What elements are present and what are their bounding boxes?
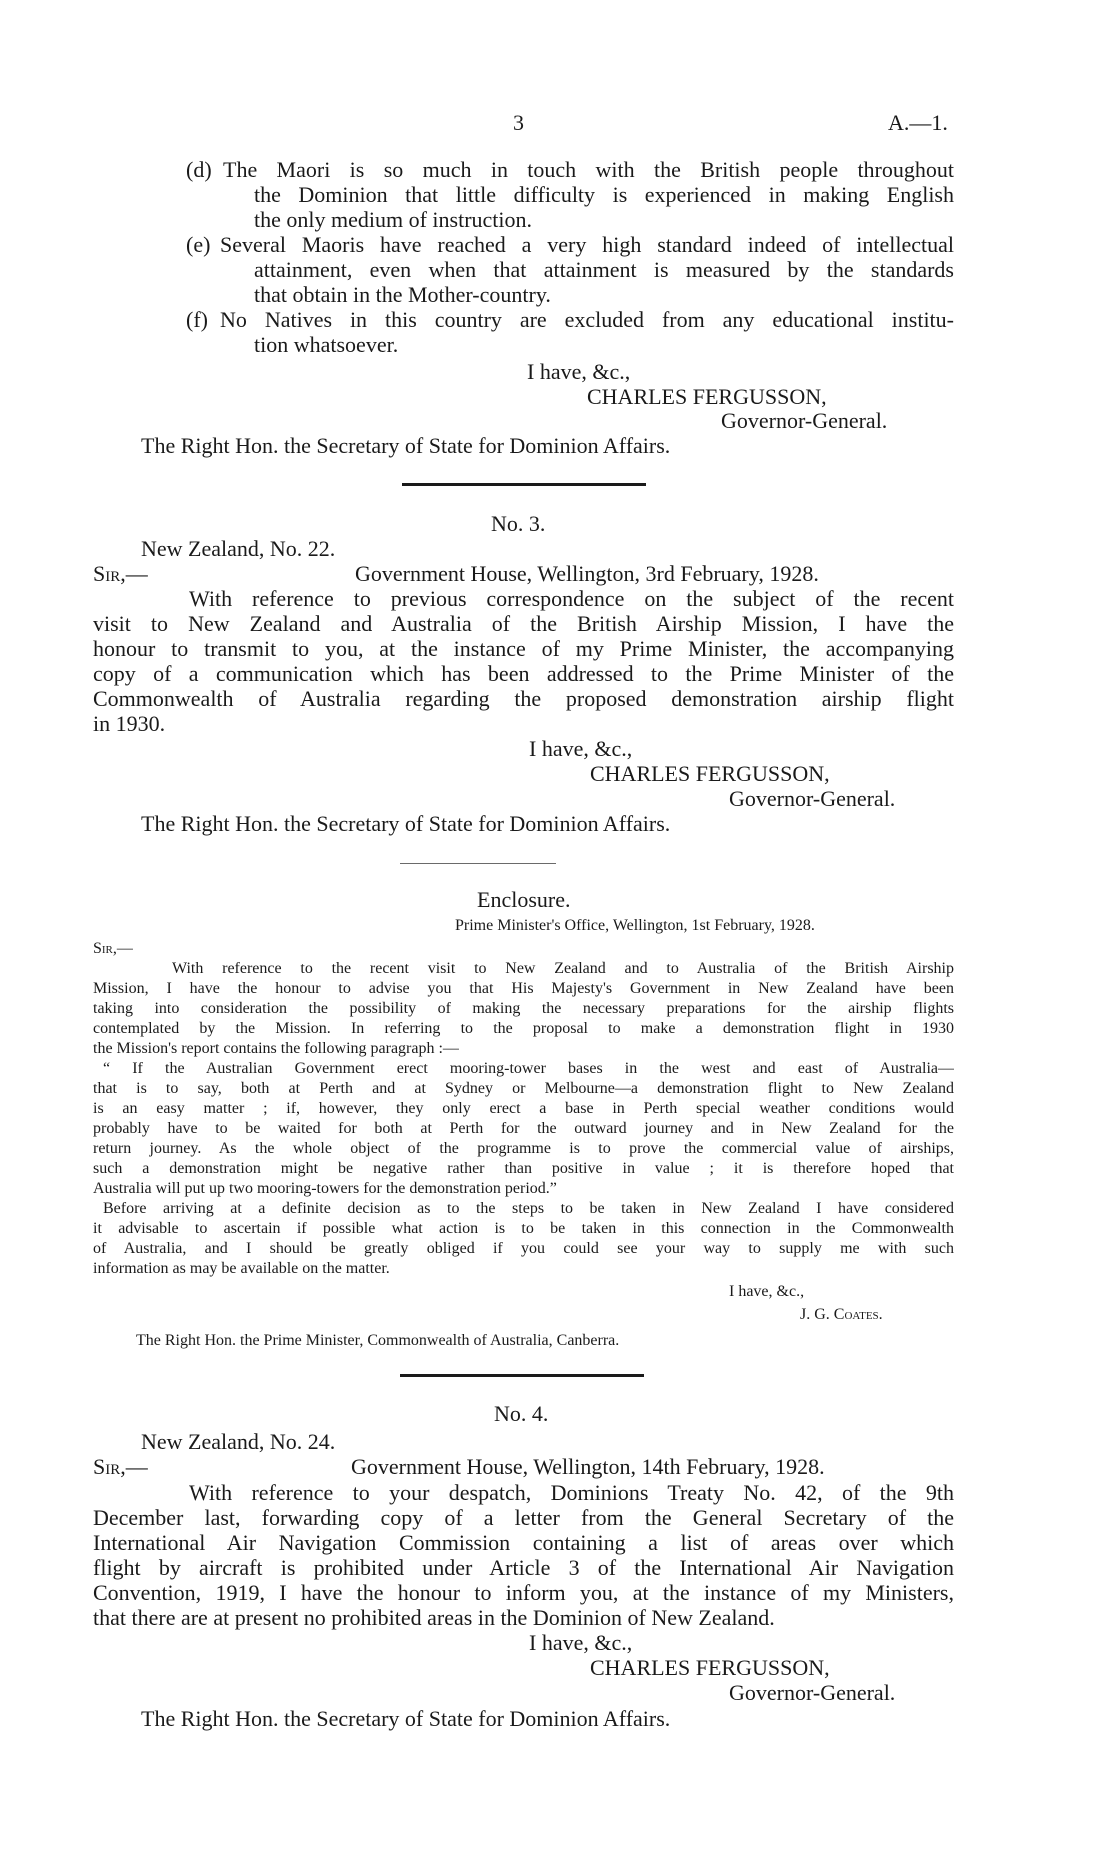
closing-phrase: I have, &c., [527, 359, 631, 384]
enclosure-line: Australia will put up two mooring-towers for the demonstration period.” [93, 1180, 557, 1197]
list-line: the Dominion that little difficulty is experienced in making English [254, 183, 954, 207]
section-divider [402, 483, 646, 486]
section-divider [400, 1374, 644, 1377]
body-line: that there are at present no prohibited areas in the Dominion of New Zealand. [93, 1605, 775, 1630]
enclosure-addressee: The Right Hon. the Prime Minister, Commonwealth of Australia, Canberra. [136, 1332, 620, 1349]
enclosure-line: that is to say, both at Perth and at Sydney or Melbourne—a demonstration flight to New Zealand [93, 1080, 954, 1097]
enclosure-line: of Australia, and I should be greatly obliged if you could see your way to supply me with such [93, 1240, 954, 1257]
enclosure-signatory: J. G. Coates. [800, 1306, 883, 1323]
salutation: Sir,— [93, 561, 148, 586]
list-line: tion whatsoever. [254, 332, 399, 357]
signatory-name: CHARLES FERGUSSON, [590, 761, 830, 786]
enclosure-line: probably have to be waited for both at Perth for the outward journey and in New Zealand for the [93, 1120, 954, 1137]
body-line: Commonwealth of Australia regarding the proposed demonstration airship flight [93, 687, 954, 711]
place-date: Government House, Wellington, 14th February, 1928. [351, 1454, 825, 1479]
enclosure-line: is an easy matter ; if, however, they only erect a base in Perth special weather conditions would [93, 1100, 954, 1117]
place-date: Government House, Wellington, 3rd February, 1928. [355, 561, 819, 586]
list-line: Several Maoris have reached a very high standard indeed of intellectual [220, 233, 954, 257]
enclosure-salutation: Sir,— [93, 940, 133, 957]
enclosure-line: Before arriving at a definite decision as to the steps to be taken in New Zealand I have considered [103, 1200, 954, 1217]
signatory-title: Governor-General. [729, 1680, 896, 1705]
list-line: the only medium of instruction. [254, 207, 533, 232]
enclosure-line: “ If the Australian Government erect mooring-tower bases in the west and east of Australia— [103, 1060, 954, 1077]
dispatch-number: New Zealand, No. 22. [141, 536, 336, 561]
addressee: The Right Hon. the Secretary of State for Dominion Affairs. [141, 433, 671, 458]
body-line: December last, forwarding copy of a letter from the General Secretary of the [93, 1506, 954, 1530]
enclosure-closing: I have, &c., [729, 1283, 805, 1300]
list-marker: (f) [186, 307, 208, 332]
body-line: copy of a communication which has been addressed to the Prime Minister of the [93, 662, 954, 686]
body-line: With reference to previous correspondence on the subject of the recent [189, 587, 954, 611]
section-heading: No. 3. [491, 511, 546, 536]
enclosure-line: taking into consideration the possibility of making the necessary preparations for the airship flights [93, 1000, 954, 1017]
closing-phrase: I have, &c., [529, 736, 633, 761]
addressee: The Right Hon. the Secretary of State for Dominion Affairs. [141, 1706, 671, 1731]
section-heading: No. 4. [494, 1401, 549, 1426]
page-number: 3 [513, 110, 524, 135]
addressee: The Right Hon. the Secretary of State for Dominion Affairs. [141, 811, 671, 836]
enclosure-heading: Enclosure. [477, 887, 571, 912]
enclosure-line: Mission, I have the honour to advise you that His Majesty's Government in New Zealand have been [93, 980, 954, 997]
enclosure-line: the Mission's report contains the following paragraph :— [93, 1040, 459, 1057]
signatory-title: Governor-General. [729, 786, 896, 811]
list-marker: (e) [186, 232, 211, 257]
body-line: flight by aircraft is prohibited under Article 3 of the International Air Navigation [93, 1556, 954, 1580]
list-line: No Natives in this country are excluded from any educational institu- [220, 308, 954, 332]
dispatch-number: New Zealand, No. 24. [141, 1429, 336, 1454]
body-line: With reference to your despatch, Dominions Treaty No. 42, of the 9th [189, 1481, 954, 1505]
enclosure-line: contemplated by the Mission. In referring to the proposal to make a demonstration flight in 1930 [93, 1020, 954, 1037]
enclosure-divider [400, 863, 556, 864]
body-line: Convention, 1919, I have the honour to inform you, at the instance of my Ministers, [93, 1581, 954, 1605]
list-marker: (d) [186, 157, 212, 182]
enclosure-line: return journey. As the whole object of the programme is to prove the commercial value of airships, [93, 1140, 954, 1157]
list-line: attainment, even when that attainment is measured by the standards [254, 258, 954, 282]
body-line: in 1930. [93, 711, 166, 736]
enclosure-line: information as may be available on the matter. [93, 1260, 390, 1277]
body-line: visit to New Zealand and Australia of the British Airship Mission, I have the [93, 612, 954, 636]
list-line: that obtain in the Mother-country. [254, 282, 551, 307]
list-line: The Maori is so much in touch with the British people throughout [223, 158, 954, 182]
body-line: honour to transmit to you, at the instance of my Prime Minister, the accompanying [93, 637, 954, 661]
signatory-name: CHARLES FERGUSSON, [587, 384, 827, 409]
body-line: International Air Navigation Commission containing a list of areas over which [93, 1531, 954, 1555]
closing-phrase: I have, &c., [529, 1630, 633, 1655]
document-reference: A.—1. [888, 110, 948, 135]
enclosure-line: such a demonstration might be negative rather than positive in value ; it is therefore hoped that [93, 1160, 954, 1177]
salutation: Sir,— [93, 1454, 148, 1479]
signatory-title: Governor-General. [721, 408, 888, 433]
enclosure-line: it advisable to ascertain if possible what action is to be taken in this connection in the Commonwealth [93, 1220, 954, 1237]
signatory-name: CHARLES FERGUSSON, [590, 1655, 830, 1680]
enclosure-line: With reference to the recent visit to New Zealand and to Australia of the British Airship [172, 960, 954, 977]
enclosure-place-date: Prime Minister's Office, Wellington, 1st February, 1928. [455, 917, 815, 934]
